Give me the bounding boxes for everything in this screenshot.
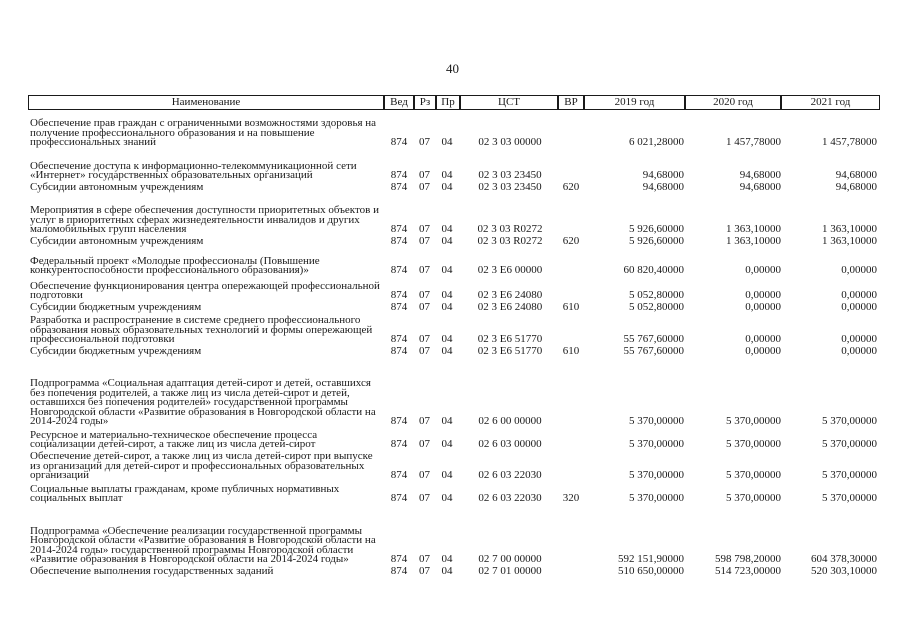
row-name: Подпрограмма «Обеспечение реализации государственной программы Новгородской области «Развитие образования в Новгородской области на 2014-2024 годы» государственной программы Новгородской области «Развитие образования в Новгородской области на 2014-2024 годы» <box>30 524 376 566</box>
row-cst: 02 6 03 22030 <box>478 492 542 505</box>
row-cst: 02 3 03 23450 <box>478 181 542 194</box>
row-vr: 620 <box>562 181 580 194</box>
table-row <box>28 280 880 301</box>
row-value-2021: 5 370,00000 <box>822 415 877 428</box>
row-ved: 874 <box>390 181 408 194</box>
row-value-2020: 0,00000 <box>745 301 781 314</box>
row-name: Федеральный проект «Молодые профессионалы (Повышение конкурентоспособности профессионального образования)» <box>30 254 320 277</box>
row-value-2021: 1 363,10000 <box>822 235 877 248</box>
row-pr: 04 <box>441 345 453 358</box>
row-cst: 02 7 00 00000 <box>478 553 542 566</box>
table-row <box>28 450 880 481</box>
row-value-2020: 598 798,20000 <box>715 553 781 566</box>
table-header <box>28 95 880 110</box>
row-ved: 874 <box>390 301 408 314</box>
table-row <box>28 427 880 450</box>
row-value-2019: 94,68000 <box>642 181 684 194</box>
row-rz: 07 <box>419 223 430 236</box>
row-value-2019: 6 021,28000 <box>629 136 684 149</box>
row-value-2020: 94,68000 <box>739 181 781 194</box>
row-rz: 07 <box>419 553 430 566</box>
table-row <box>28 198 880 235</box>
row-value-2019: 5 052,80000 <box>629 301 684 314</box>
table-row <box>28 504 880 565</box>
table-row <box>28 345 880 357</box>
row-value-2019: 55 767,60000 <box>623 345 684 358</box>
row-value-2019: 5 370,00000 <box>629 469 684 482</box>
row-value-2021: 520 303,10000 <box>811 565 877 578</box>
row-value-2020: 0,00000 <box>745 289 781 302</box>
row-value-2019: 592 151,90000 <box>618 553 684 566</box>
table-row <box>28 301 880 313</box>
row-value-2020: 0,00000 <box>745 345 781 358</box>
table-row <box>28 149 880 181</box>
row-value-2020: 5 370,00000 <box>726 492 781 505</box>
row-name: Обеспечение прав граждан с ограниченными возможностями здоровья на получение профессионального образования и на повышение профессиональных знаний <box>30 117 377 149</box>
row-rz: 07 <box>419 438 430 451</box>
row-ved: 874 <box>390 565 408 578</box>
row-ved: 874 <box>390 469 408 482</box>
row-cst: 02 7 01 00000 <box>478 565 542 578</box>
row-ved: 874 <box>390 492 408 505</box>
row-pr: 04 <box>441 301 453 314</box>
header-rz: Рз <box>414 95 436 110</box>
row-cst: 02 6 03 00000 <box>478 438 542 451</box>
row-pr: 04 <box>441 136 453 149</box>
row-rz: 07 <box>419 301 430 314</box>
header-name: Наименование <box>28 95 384 110</box>
row-rz: 07 <box>419 492 430 505</box>
row-cst: 02 3 E6 51770 <box>477 345 543 358</box>
row-pr: 04 <box>441 289 453 302</box>
row-value-2021: 0,00000 <box>841 289 877 302</box>
row-value-2021: 94,68000 <box>835 169 877 182</box>
row-name: Обеспечение выполнения государственных заданий <box>30 565 274 578</box>
row-value-2021: 5 370,00000 <box>822 438 877 451</box>
row-name: Подпрограмма «Социальная адаптация детей-сирот и детей, оставшихся без попечения родителей, а также лиц из числа детей-сирот и детей, оставшихся без попечения родителей» государственной программы Новгородской области «Развитие образования в Новгородской области на 2014-2024 годы» <box>30 377 376 428</box>
row-ved: 874 <box>390 438 408 451</box>
row-pr: 04 <box>441 169 453 182</box>
row-pr: 04 <box>441 223 453 236</box>
row-value-2020: 1 363,10000 <box>726 223 781 236</box>
table-row <box>28 481 880 504</box>
row-cst: 02 3 03 R0272 <box>477 223 543 236</box>
row-value-2019: 5 926,60000 <box>629 235 684 248</box>
row-pr: 04 <box>441 181 453 194</box>
row-cst: 02 6 03 22030 <box>478 469 542 482</box>
row-value-2020: 1 457,78000 <box>726 136 781 149</box>
row-name: Обеспечение функционирования центра опережающей профессиональной подготовки <box>30 279 380 302</box>
row-cst: 02 3 E6 51770 <box>477 333 543 346</box>
row-value-2020: 0,00000 <box>745 333 781 346</box>
row-rz: 07 <box>419 136 430 149</box>
header-pr: Пр <box>436 95 460 110</box>
row-cst: 02 3 03 23450 <box>478 169 542 182</box>
row-vr: 620 <box>562 235 580 248</box>
row-value-2020: 5 370,00000 <box>726 415 781 428</box>
table-row <box>28 252 880 276</box>
row-rz: 07 <box>419 345 430 358</box>
row-ved: 874 <box>390 553 408 566</box>
row-pr: 04 <box>441 553 453 566</box>
row-rz: 07 <box>419 469 430 482</box>
row-value-2021: 604 378,30000 <box>811 553 877 566</box>
row-pr: 04 <box>441 415 453 428</box>
row-cst: 02 6 00 00000 <box>478 415 542 428</box>
row-rz: 07 <box>419 181 430 194</box>
row-value-2019: 60 820,40000 <box>623 264 684 277</box>
row-value-2019: 510 650,00000 <box>618 565 684 578</box>
row-rz: 07 <box>419 565 430 578</box>
row-name: Субсидии автономным учреждениям <box>30 235 204 248</box>
row-vr: 320 <box>562 492 580 505</box>
row-pr: 04 <box>441 565 453 578</box>
row-name: Обеспечение детей-сирот, а также лиц из числа детей-сирот при выпуске из организаций для детей-сирот и профессиональных образовательных организаций <box>30 450 373 482</box>
row-pr: 04 <box>441 492 453 505</box>
row-ved: 874 <box>390 333 408 346</box>
row-name: Субсидии автономным учреждениям <box>30 181 204 194</box>
row-value-2021: 1 457,78000 <box>822 136 877 149</box>
header-2019: 2019 год <box>584 95 685 110</box>
row-pr: 04 <box>441 333 453 346</box>
row-rz: 07 <box>419 169 430 182</box>
row-name: Субсидии бюджетным учреждениям <box>30 301 202 314</box>
row-name: Социальные выплаты гражданам, кроме публичных нормативных социальных выплат <box>30 482 340 505</box>
row-value-2021: 5 370,00000 <box>822 492 877 505</box>
row-name: Мероприятия в сфере обеспечения доступности приоритетных объектов и услуг в приоритетных сферах жизнедеятельности инвалидов и других маломобильных групп населения <box>30 204 379 236</box>
row-rz: 07 <box>419 235 430 248</box>
row-value-2019: 55 767,60000 <box>623 333 684 346</box>
row-value-2020: 5 370,00000 <box>726 438 781 451</box>
row-ved: 874 <box>390 169 408 182</box>
row-name: Разработка и распространение в системе среднего профессионального образования новых образовательных технологий и формы опережающей профессиональной подготовки <box>30 314 373 346</box>
row-ved: 874 <box>390 136 408 149</box>
row-rz: 07 <box>419 415 430 428</box>
row-cst: 02 3 E6 24080 <box>477 289 543 302</box>
header-vr: ВР <box>558 95 584 110</box>
row-ved: 874 <box>390 235 408 248</box>
row-cst: 02 3 E6 00000 <box>477 264 543 277</box>
row-ved: 874 <box>390 223 408 236</box>
row-value-2020: 0,00000 <box>745 264 781 277</box>
header-cst: ЦСТ <box>460 95 558 110</box>
row-value-2020: 94,68000 <box>739 169 781 182</box>
header-2020: 2020 год <box>685 95 781 110</box>
row-pr: 04 <box>441 438 453 451</box>
row-rz: 07 <box>419 333 430 346</box>
row-pr: 04 <box>441 235 453 248</box>
row-ved: 874 <box>390 264 408 277</box>
header-2021: 2021 год <box>781 95 880 110</box>
row-cst: 02 3 E6 24080 <box>477 301 543 314</box>
page-number: 40 <box>446 61 459 76</box>
row-ved: 874 <box>390 415 408 428</box>
table-row <box>28 313 880 345</box>
row-cst: 02 3 03 R0272 <box>477 235 543 248</box>
row-vr: 610 <box>562 345 580 358</box>
row-value-2020: 1 363,10000 <box>726 235 781 248</box>
row-value-2019: 5 052,80000 <box>629 289 684 302</box>
row-value-2021: 1 363,10000 <box>822 223 877 236</box>
row-name: Обеспечение доступа к информационно-телекоммуникационной сети «Интернет» государственных образовательных организаций <box>30 159 357 182</box>
row-value-2021: 94,68000 <box>835 181 877 194</box>
table-row <box>28 111 880 148</box>
row-name: Субсидии бюджетным учреждениям <box>30 345 202 358</box>
table-row <box>28 181 880 193</box>
row-rz: 07 <box>419 264 430 277</box>
row-vr: 610 <box>562 301 580 314</box>
table-row <box>28 565 880 577</box>
row-value-2020: 514 723,00000 <box>715 565 781 578</box>
row-value-2021: 5 370,00000 <box>822 469 877 482</box>
row-value-2021: 0,00000 <box>841 301 877 314</box>
row-value-2019: 5 370,00000 <box>629 438 684 451</box>
row-value-2021: 0,00000 <box>841 264 877 277</box>
row-ved: 874 <box>390 289 408 302</box>
row-rz: 07 <box>419 289 430 302</box>
row-pr: 04 <box>441 469 453 482</box>
row-value-2021: 0,00000 <box>841 345 877 358</box>
header-ved: Вед <box>384 95 414 110</box>
row-value-2019: 5 370,00000 <box>629 492 684 505</box>
row-cst: 02 3 03 00000 <box>478 136 542 149</box>
row-value-2019: 5 926,60000 <box>629 223 684 236</box>
row-pr: 04 <box>441 264 453 277</box>
row-ved: 874 <box>390 345 408 358</box>
row-value-2021: 0,00000 <box>841 333 877 346</box>
row-value-2020: 5 370,00000 <box>726 469 781 482</box>
row-value-2019: 5 370,00000 <box>629 415 684 428</box>
row-value-2019: 94,68000 <box>642 169 684 182</box>
table-row <box>28 366 880 427</box>
row-name: Ресурсное и материально-техническое обеспечение процесса социализации детей-сирот, а также лиц из числа детей-сирот <box>30 428 318 451</box>
table-row <box>28 235 880 247</box>
